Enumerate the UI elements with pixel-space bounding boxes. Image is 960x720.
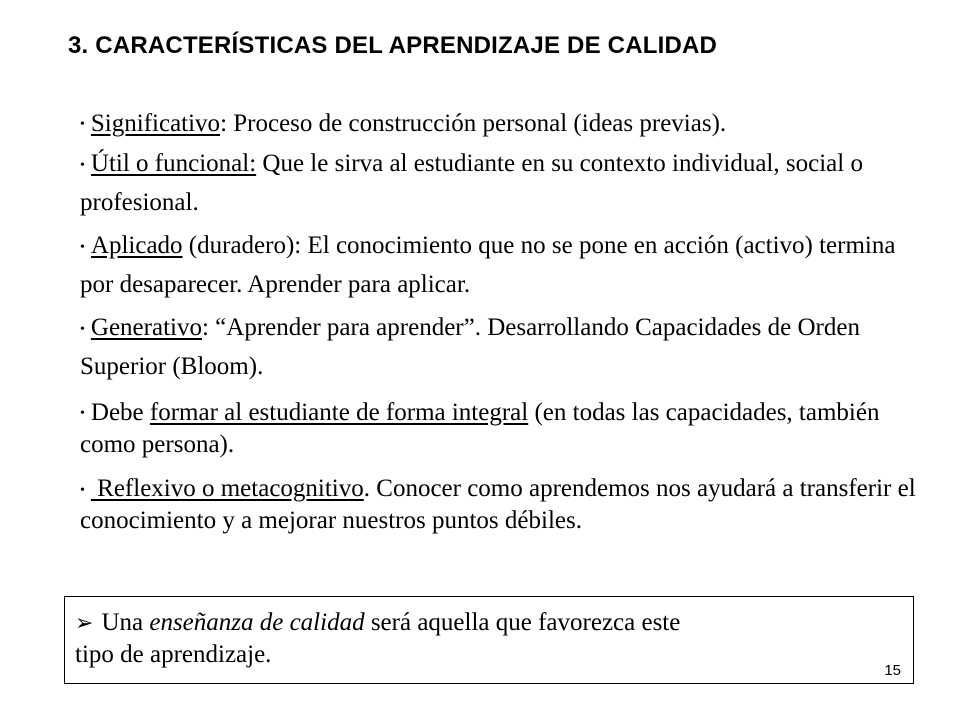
conclusion-line-1 (75, 607, 680, 639)
term-aplicado: Aplicado (90, 232, 183, 260)
list-item-aplicado (80, 227, 920, 303)
bullet-icon: • (80, 321, 85, 337)
characteristics-list (80, 104, 920, 536)
bullet-icon: • (80, 406, 85, 422)
list-item-util (80, 145, 920, 221)
term-significativo: Significativo (90, 110, 221, 137)
item-text: : “Aprender para aprender”. Desarrollando Capacidades de Orden Superior (Bloom). (80, 313, 860, 380)
item-text: Que le sirva al estudiante en su contexto individual, social o profesional. (80, 150, 863, 217)
item-text: . Conocer como aprendemos nos ayudará a transferir el conocimiento y a mejorar nuestros puntos débiles. (80, 475, 916, 534)
item-text: (duradero): El conocimiento que no se pone en acción (activo) termina por desaparecer. Aprender para aplicar. (80, 232, 896, 298)
list-item-significativo (80, 104, 920, 145)
conclusion-box (64, 596, 914, 684)
item-prefix: Debe (90, 398, 150, 426)
conclusion-rest: será aquella que favorezca este (364, 609, 681, 636)
conclusion-emphasis: enseñanza de calidad (149, 609, 365, 636)
term-generativo: Generativo (90, 313, 202, 341)
slide-title: 3. CARACTERÍSTICAS DEL APRENDIZAJE DE CALIDAD (68, 32, 718, 59)
item-text: : Proceso de construcción personal (ideas previas). (220, 110, 727, 137)
conclusion-line-2: tipo de aprendizaje. (75, 641, 272, 668)
bullet-icon: • (80, 482, 85, 498)
list-item-generativo (80, 309, 920, 385)
list-item-integral (80, 397, 920, 461)
bullet-icon: • (80, 158, 85, 174)
item-text: (en todas las capacidades, también como persona). (80, 398, 880, 459)
bullet-icon: • (80, 239, 85, 255)
term-util: Útil o funcional: (90, 150, 257, 178)
bullet-icon: • (80, 117, 85, 133)
term-integral: formar al estudiante de forma integral (149, 398, 529, 426)
conclusion-text (75, 607, 680, 671)
conclusion-prefix: Una (101, 609, 150, 636)
page-number: 15 (884, 662, 901, 679)
term-reflexivo: Reflexivo o metacognitivo (90, 475, 364, 503)
list-item-reflexivo (80, 474, 920, 535)
arrow-bullet-icon: ➢ (75, 610, 94, 635)
